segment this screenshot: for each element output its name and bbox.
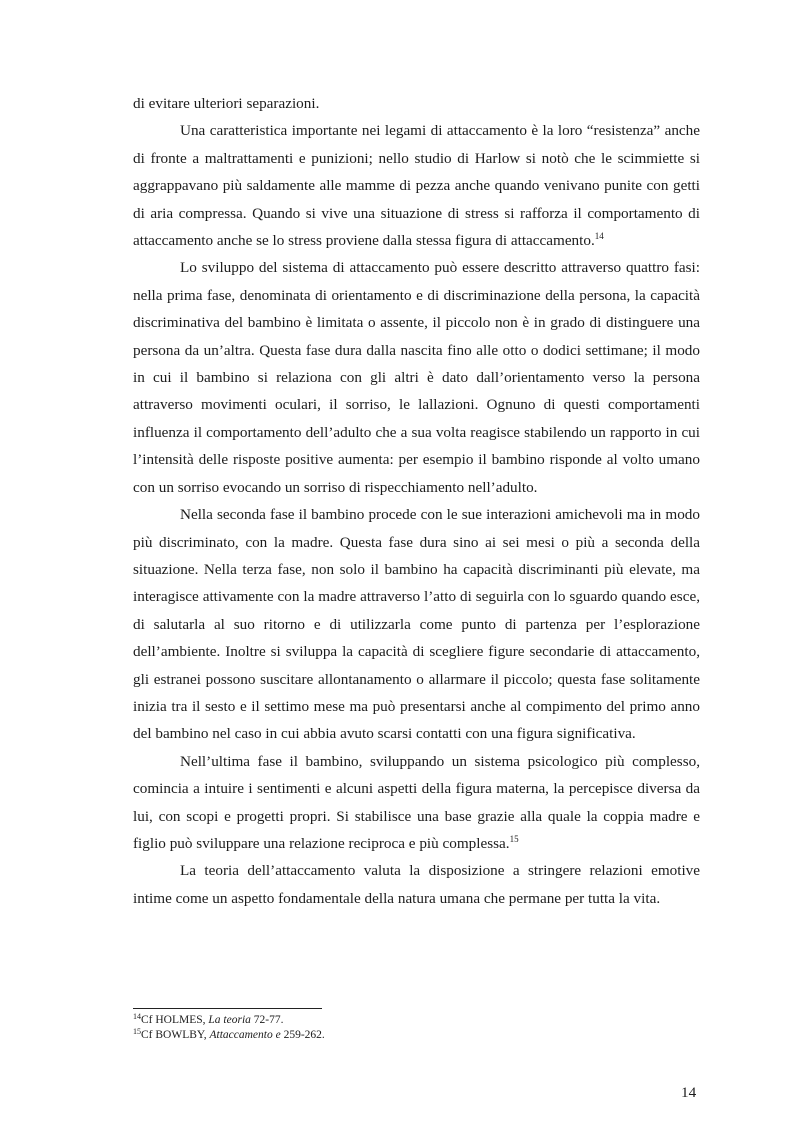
- paragraph: La teoria dell’attaccamento valuta la disposizione a stringere relazioni emotive intime come un aspetto fondamentale della natura umana che permane per tutta la vita.: [133, 862, 700, 907]
- footnotes: [133, 1013, 700, 1043]
- footnote-title: Attaccamento e: [209, 1029, 281, 1041]
- paragraph: Nell’ultima fase il bambino, sviluppando un sistema psicologico più complesso, comincia a intuire i sentimenti e alcuni aspetti della figura materna, la percepisce diversa da lui, con scopi e progetti propri. Si stabilisce una base grazie alla quale la coppia madre e figlio può sviluppare una relazione reciproca e più complessa.$^{15}$: [133, 752, 700, 852]
- body-text: [133, 90, 700, 912]
- footnote-separator: [133, 1008, 322, 1009]
- page-number: 14: [681, 1084, 697, 1101]
- footnote: $^{14}$Cf HOLMES, La teoria 72-77.: [133, 1012, 284, 1026]
- footnote-title: La teoria: [208, 1014, 251, 1026]
- paragraph: Lo sviluppo del sistema di attaccamento può essere descritto attraverso quattro fasi: nella prima fase, denominata di orientamento e di discriminazione della persona, la capacità discriminativa del bambino è limitata o assente, il piccolo non è in grado di distinguere una persona da un’altra. Questa fase dura dalla nascita fino alle otto o dodici settimane; il modo in cui il bambino si relaziona con gli altri è dato dall’orientamento verso la persona attraverso movimenti oculari, il sorriso, le lallazioni. Ognuno di questi comportamenti influenza il comportamento dell’adulto che a sua volta reagisce stabilendo un rapporto in cui l’intensità delle risposte positive aumenta: per esempio il bambino risponde al volto umano con un sorriso evocando un sorriso di rispecchiamento nell’adulto.: [133, 259, 700, 496]
- footnote-ref[interactable]: 14: [594, 231, 604, 242]
- footnote-number: 15: [133, 1027, 141, 1036]
- footnote-number: 14: [133, 1012, 141, 1021]
- paragraph: Nella seconda fase il bambino procede con le sue interazioni amichevoli ma in modo più discriminato, con la madre. Questa fase dura sino ai sei mesi o più a seconda della situazione. Nella terza fase, non solo il bambino ha capacità discriminanti più elevate, ma interagisce attivamente con la madre attraverso l’atto di seguirla con lo sguardo quando esce, di salutarla al suo ritorno e di utilizzarla come punto di partenza per l’esplorazione dell’ambiente. Inoltre si sviluppa la capacità di scegliere figure secondarie di attaccamento, gli estranei possono suscitare allontanamento o allarmare il piccolo; questa fase solitamente inizia tra il sesto e il settimo mese ma può presentarsi anche al compimento del primo anno del bambino nel caso in cui abbia avuto scarsi contatti con una figura significativa.: [133, 506, 700, 743]
- footnote-ref[interactable]: 15: [509, 833, 519, 844]
- footnote: $^{15}$Cf BOWLBY, Attaccamento e 259-262.: [133, 1027, 325, 1041]
- paragraph: di evitare ulteriori separazioni.: [133, 95, 320, 112]
- paragraph: Una caratteristica importante nei legami di attaccamento è la loro “resistenza” anche di fronte a maltrattamenti e punizioni; nello studio di Harlow si notò che le scimmiette si aggrappavano più saldamente alle mamme di pezza anche quando venivano punite con getti di aria compressa. Quando si vive una situazione di stress si rafforza il comportamento di attaccamento anche se lo stress proviene dalla stessa figura di attaccamento.$^{14}$: [133, 122, 700, 250]
